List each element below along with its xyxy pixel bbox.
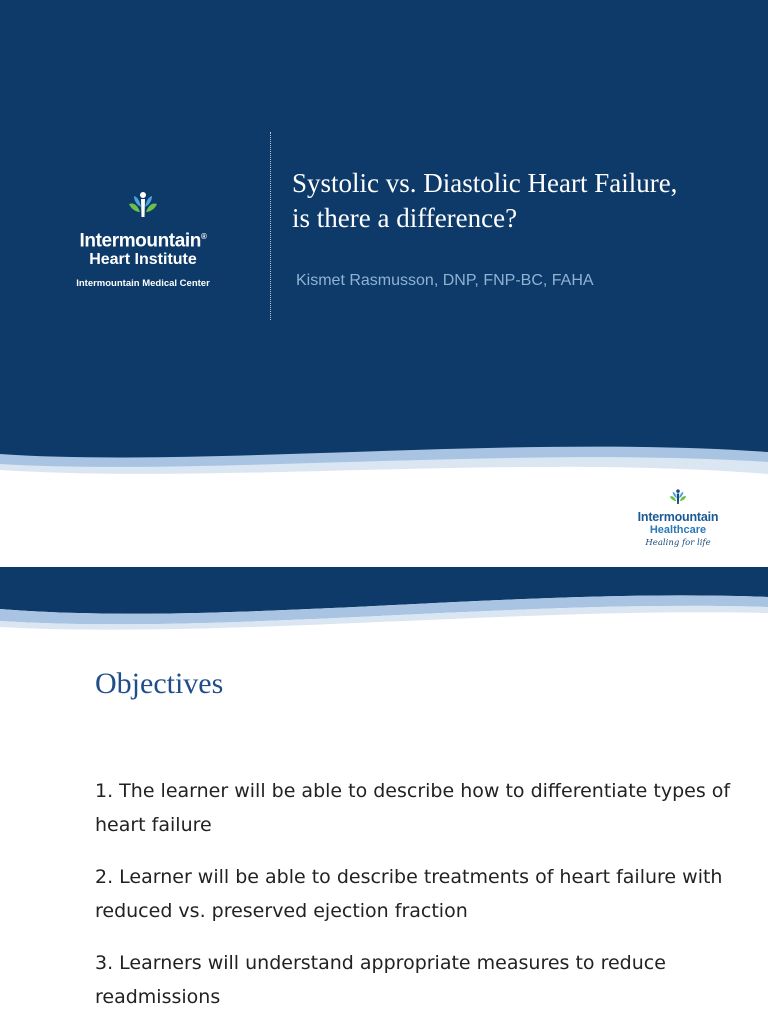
slide-title xyxy=(292,166,752,236)
objective-item: 3. Learners will understand appropriate measures to reduce readmissions xyxy=(95,952,666,1008)
logo-line-medical-center: Intermountain Medical Center xyxy=(76,278,210,290)
intermountain-heart-institute-logo xyxy=(58,190,228,289)
logo-line-heart-institute: Heart Institute xyxy=(89,251,197,269)
objectives-list xyxy=(95,774,735,1024)
registered-mark: ® xyxy=(200,232,207,241)
objectives-heading: Objectives xyxy=(95,667,224,700)
logo-line-intermountain: Intermountain xyxy=(637,510,719,524)
objective-item: 1. The learner will be able to describe how to differentiate types of heart failure xyxy=(95,780,731,836)
figure-leaves-icon xyxy=(668,488,688,506)
header-wave xyxy=(0,567,768,637)
logo-line-healthcare: Healthcare xyxy=(649,524,707,536)
title-line-1: Systolic vs. Diastolic Heart Failure, xyxy=(292,168,678,198)
intermountain-healthcare-logo xyxy=(622,488,734,548)
logo-tagline: Healing for life xyxy=(645,538,711,548)
objective-item: 2. Learner will be able to describe treatments of heart failure with reduced vs. preserved ejection fraction xyxy=(95,866,723,922)
dotted-divider xyxy=(270,132,271,320)
title-line-2: is there a difference? xyxy=(292,203,518,233)
author-name: Kismet Rasmusson, DNP, FNP-BC, FAHA xyxy=(296,272,594,289)
objectives-slide xyxy=(0,567,768,1024)
figure-leaves-icon xyxy=(126,190,160,220)
logo-line-intermountain: Intermountain® xyxy=(79,230,207,252)
